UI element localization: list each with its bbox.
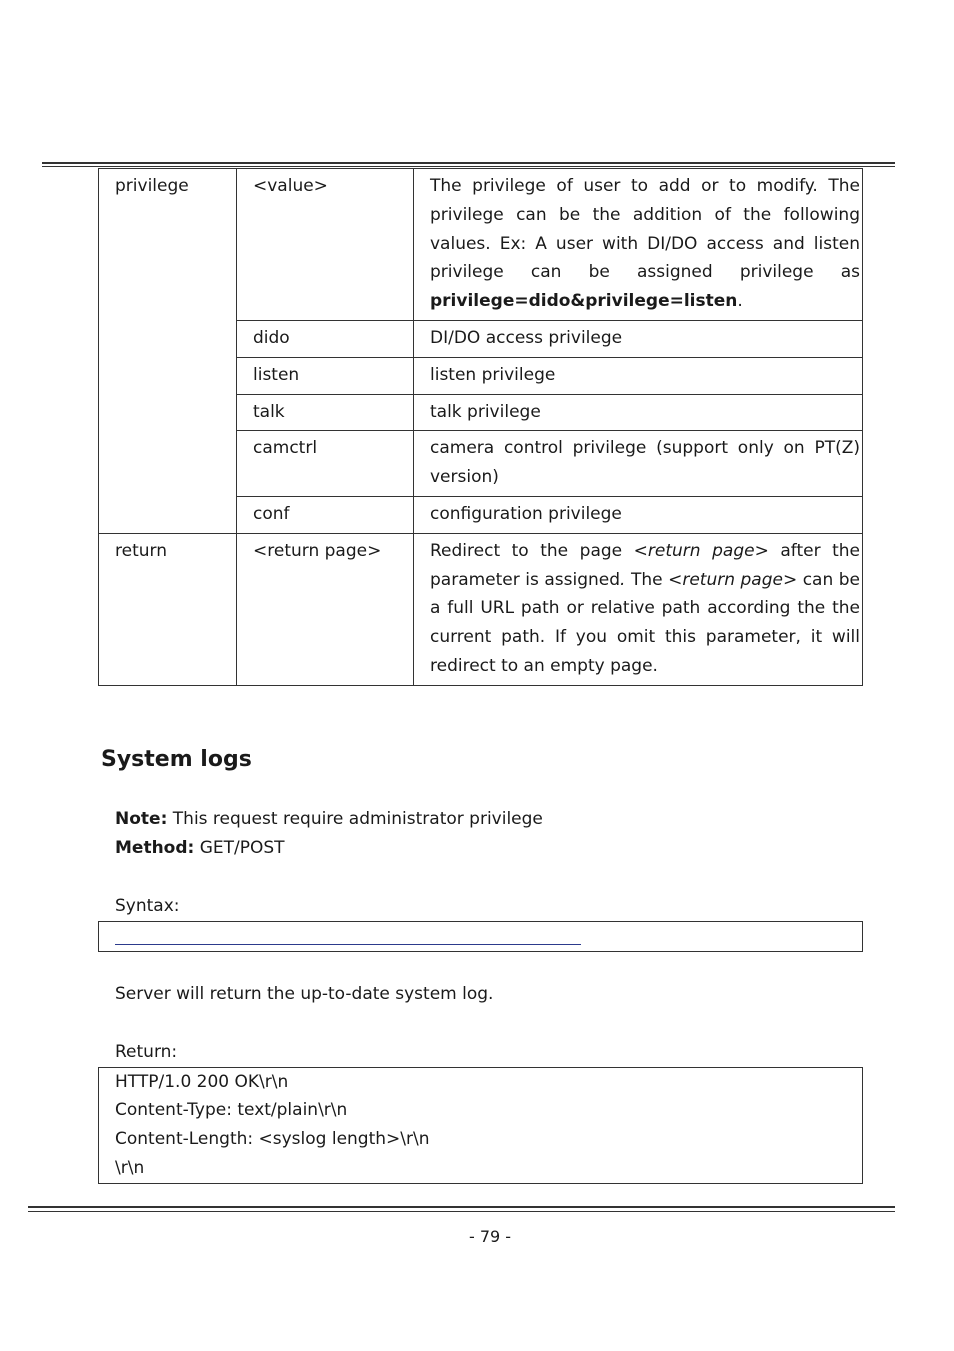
return-line: \r\n [115,1158,145,1178]
return-label: Return: [115,1042,178,1062]
method-line: Method: GET/POST [115,838,285,858]
header-rule-thin [42,166,895,167]
param-value: talk [237,394,414,431]
param-value: conf [237,496,414,533]
table-row [99,533,863,685]
param-description: talk privilege [414,394,863,431]
return-box [98,1067,863,1184]
server-description: Server will return the up-to-date system log. [115,984,494,1004]
syntax-label: Syntax: [115,896,180,916]
param-name: return [99,533,237,685]
syntax-box [98,921,863,952]
table-row [99,169,863,321]
param-description: DI/DO access privilege [414,320,863,357]
footer-rule-thin [28,1211,895,1212]
footer-rule [28,1206,895,1208]
param-description: The privilege of user to add or to modify. The privilege can be the addition of the following values. Ex: A user with DI/DO access and listen privilege can be assigned privilege as privilege=dido&privilege=listen. [414,169,863,321]
param-name: privilege [99,169,237,534]
param-description: listen privilege [414,357,863,394]
param-description: Redirect to the page <return page> after the parameter is assigned. The <return page> can be a full URL path or relative path according the the current path. If you omit this parameter, it will redirect to an empty page. [414,533,863,685]
param-value: <return page> [237,533,414,685]
parameter-table [98,168,863,686]
note-line: Note: This request require administrator privilege [115,809,543,829]
return-line: Content-Length: <syslog length>\r\n [115,1129,430,1149]
return-line: Content-Type: text/plain\r\n [115,1100,348,1120]
section-title: System logs [101,747,252,772]
page-number: - 79 - [468,1227,512,1246]
param-value: listen [237,357,414,394]
param-description: camera control privilege (support only on PT(Z) version) [414,431,863,497]
syntax-link[interactable] [115,944,581,945]
return-line: HTTP/1.0 200 OK\r\n [115,1072,289,1092]
header-rule [42,162,895,164]
param-value: camctrl [237,431,414,497]
param-value: dido [237,320,414,357]
param-value: <value> [237,169,414,321]
param-description: configuration privilege [414,496,863,533]
